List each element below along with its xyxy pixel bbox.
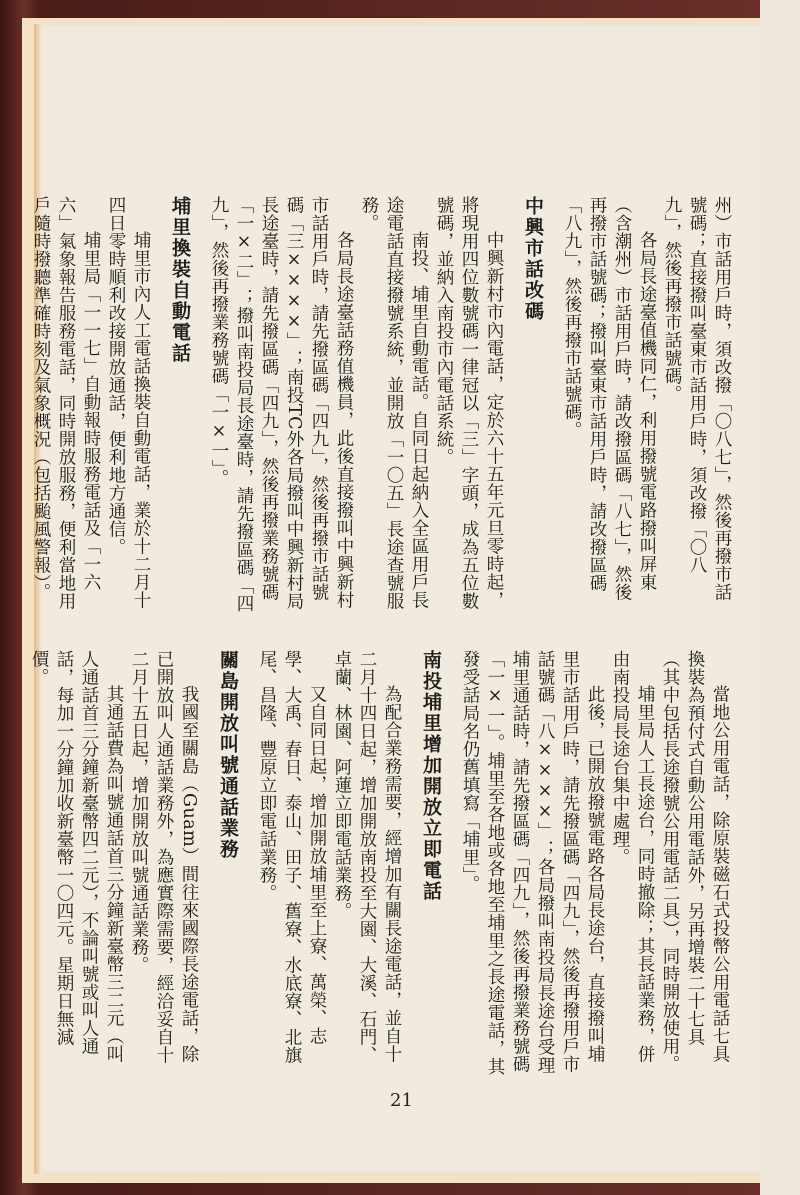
paragraph: 各局長途臺話務值機員，此後直接撥叫中興新村市話用戶時，請先撥區碼「四九」，然後再撥市話號碼「三××××」；南投TC外各局撥叫中興新村局長途臺時，請先撥區碼「四九」，然後再撥業務號碼「一×二」；撥叫南投局長途臺時，請先撥區碼「四九」，然後再撥業務號碼「一×一」。 [209, 196, 354, 613]
paragraph: 州）市話用戶時，須改撥「〇八七」，然後再撥市話號碼；直接撥叫臺東市話用戶時，須改撥「〇八九」，然後再撥市話號碼。 [662, 196, 732, 602]
bottom-text-block [26, 650, 732, 1080]
section-heading: 關島開放叫號通話業務 [217, 650, 239, 860]
section-heading: 南投埔里增加開放立即電話 [420, 650, 442, 902]
paragraph: 埔里局人工長途台，同時撤除；其長話業務，併由南投局長途台集中處理。 [610, 650, 655, 1063]
paragraph: 各局長途臺值機同仁，利用撥號電路撥叫屏東（含潮州）市話用戶時，請改撥區碼「八七」，然後再撥市話號碼；撥叫臺東市話用戶時，請改撥區碼「八九」，然後再撥市話號碼。 [562, 196, 657, 602]
paragraph: 埔里市內人工電話換裝自動電話，業於十二月十四日零時順利改接開放通話，便利地方通信。 [106, 196, 151, 609]
paragraph: 當地公用電話，除原裝磁石式投幣公用電話七具換裝為預付式自動公用電話外，另再增裝二十七具（其中包括長途撥號公用電話二具），同時開放使用。 [660, 650, 730, 1074]
paragraph: 我國至關島（Guam）間往來國際長途電話，除已開放叫人通話業務外，為應實際需要，經洽妥自十二月十五日起，增加開放叫號通話業務。 [129, 650, 199, 1064]
paragraph: 為配合業務需要，經增加有關長途電話，並自十二月十四日起，增加開放南投至大園、大溪、石門、卓蘭、林園、阿蓮立即電話業務。 [332, 650, 402, 1064]
paragraph: 此後，已開放撥號電路各局長途台，直接撥叫埔里市話用戶時，請先撥區碼「四九」，然後再撥用戶市話號碼「八××××」；各局撥叫南投局長途台受理埔里通話時，請先撥區碼「四九」，然後再撥業務號碼「一×一」。埔里至各地或各地至埔里之長途電話，其發受話局名仍舊填寫「埔里」。 [460, 650, 605, 1076]
section-heading: 埔里換裝自動電話 [169, 196, 191, 364]
top-text-block [28, 196, 734, 616]
paragraph: 其通話費為叫號通話首三分鐘新臺幣三二元（叫人通話首三分鐘新臺幣四二元），不論叫號或叫人通話，每加一分鐘加收新臺幣一〇四元。星期日無減價。 [29, 650, 124, 1063]
paragraph: 中興新村市內電話，定於六十五年元旦零時起，將現用四位數號碼一律冠以「三」字頭，成為五位數號碼，並納入南投市內電話系統。 [434, 196, 504, 610]
page-number: 21 [390, 1090, 413, 1111]
adjacent-page-edge [760, 0, 800, 1195]
paragraph: 南投、埔里自動電話。自同日起納入全區用戶長途電話直接撥號系統，並開放「一〇五」長途查號服務。 [359, 196, 429, 610]
paragraph: 又自同日起，增加開放埔里至上寮、萬榮、志學、大禹、春日、泰山、田子、舊寮、水底寮、北旗尾、昌隆、豐原立即電話業務。 [257, 650, 327, 1064]
section-heading: 中興市話改碼 [522, 196, 544, 322]
paragraph: 埔里局「一一七」自動報時服務電話及「一六六」氣象報告服務電話，同時開放服務，便利當地用戶隨時撥聽準確時刻及氣象概況（包括颱風警報）。 [31, 196, 101, 610]
